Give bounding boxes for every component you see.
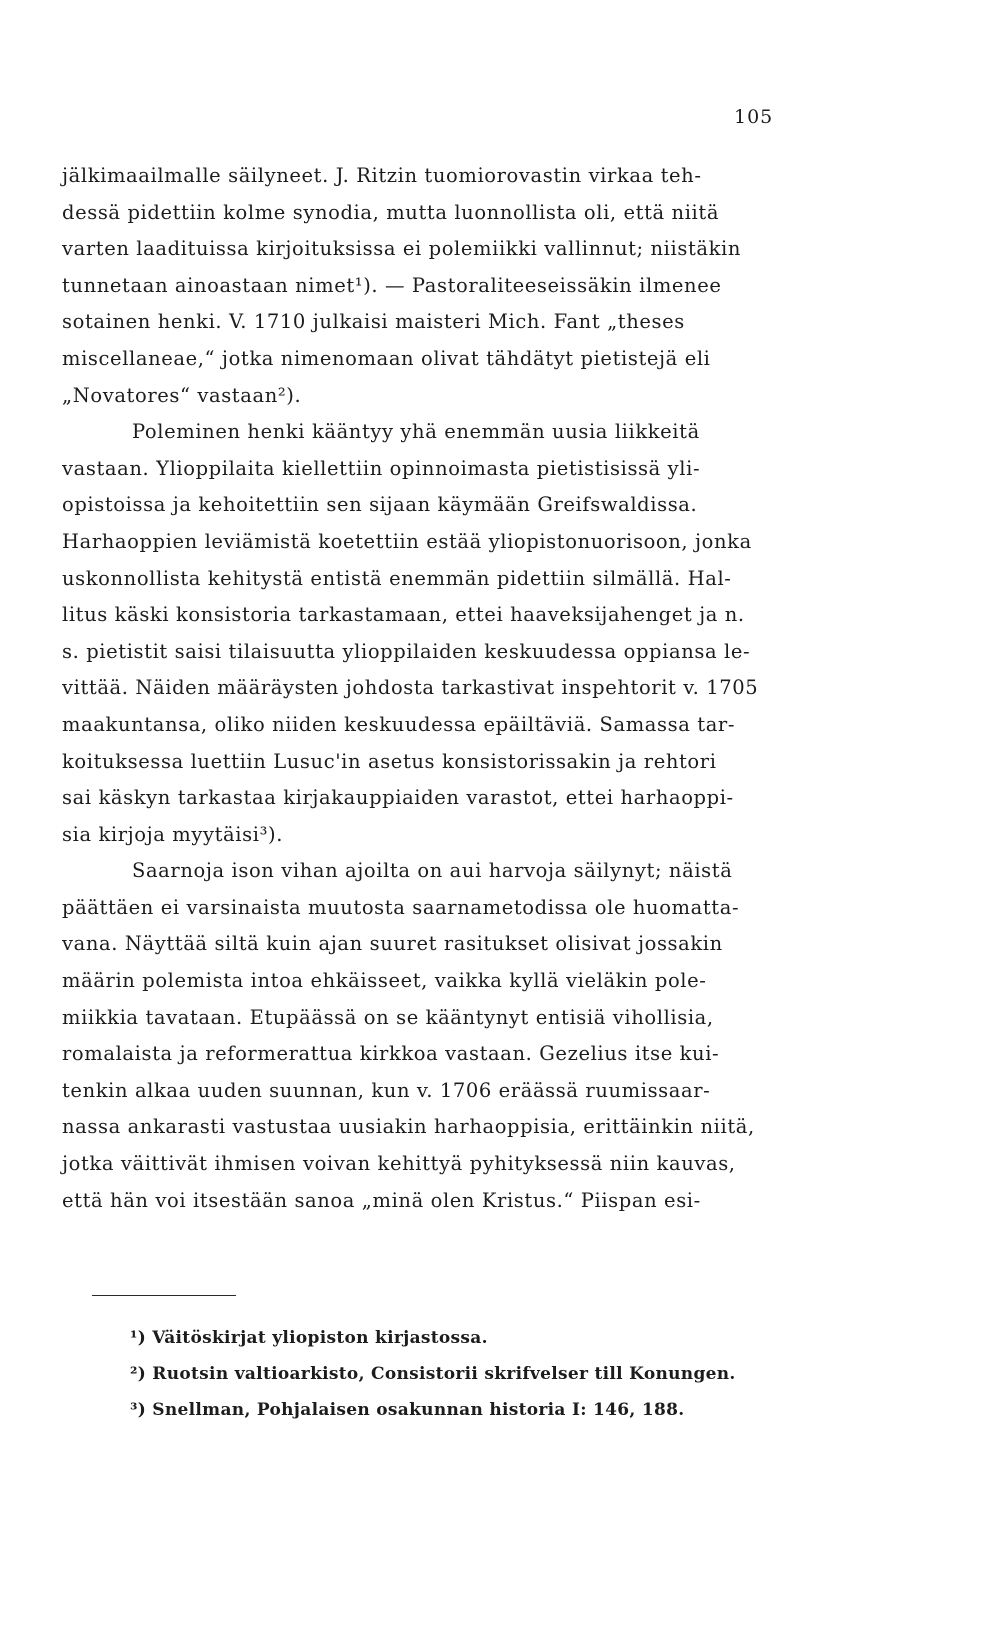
text-line: tenkin alkaa uuden suunnan, kun v. 1706 eräässä ruumissaar- <box>62 1078 711 1102</box>
text-line: dessä pidettiin kolme synodia, mutta luonnollista oli, että niitä <box>62 200 720 224</box>
text-line: Poleminen henki kääntyy yhä enemmän uusia liikkeitä <box>132 420 700 444</box>
text-line: tunnetaan ainoastaan nimet¹). — Pastoraliteeseissäkin ilmenee <box>62 273 722 297</box>
page-number: 105 <box>734 106 774 128</box>
text-line: vastaan. Ylioppilaita kiellettiin opinnoimasta pietistisissä yli- <box>62 456 701 480</box>
text-line: litus käski konsistoria tarkastamaan, ettei haaveksijahenget ja n. <box>62 603 745 627</box>
text-line: sia kirjoja myytäisi³). <box>62 822 283 846</box>
text-line: miikkia tavataan. Etupäässä on se kääntynyt entisiä vihollisia, <box>62 1005 714 1029</box>
text-line: nassa ankarasti vastustaa uusiakin harhaoppisia, erittäinkin niitä, <box>62 1115 755 1139</box>
text-line: vittää. Näiden määräysten johdosta tarkastivat inspehtorit v. 1705 <box>62 676 759 700</box>
footnote: ²) Ruotsin valtioarkisto, Consistorii skrifvelser till Konungen. <box>130 1364 736 1384</box>
text-line: opistoissa ja kehoitettiin sen sijaan käymään Greifswaldissa. <box>62 493 698 517</box>
text-line: Saarnoja ison vihan ajoilta on aui harvoja säilynyt; näistä <box>132 859 733 883</box>
text-line: määrin polemista intoa ehkäisseet, vaikka kyllä vieläkin pole- <box>62 969 707 993</box>
text-line: maakuntansa, oliko niiden keskuudessa epäiltäviä. Samassa tar- <box>62 712 736 736</box>
text-line: jälkimaailmalle säilyneet. J. Ritzin tuomiorovastin virkaa teh- <box>62 164 702 187</box>
text-line: sotainen henki. V. 1710 julkaisi maisteri Mich. Fant „theses <box>62 310 685 334</box>
text-line: vana. Näyttää siltä kuin ajan suuret rasitukset olisivat jossakin <box>62 932 723 956</box>
text-line: että hän voi itsestään sanoa „minä olen Kristus.“ Piispan esi- <box>62 1188 701 1212</box>
footnotes <box>130 1320 790 1428</box>
footnote-divider <box>92 1295 236 1296</box>
text-line: sai käskyn tarkastaa kirjakauppiaiden varastot, ettei harhaoppi- <box>62 786 734 810</box>
text-line: s. pietistit saisi tilaisuutta ylioppilaiden keskuudessa oppiansa le- <box>62 639 751 663</box>
text-line: Harhaoppien leviämistä koetettiin estää yliopistonuorisoon, jonka <box>62 529 752 553</box>
text-line: varten laadituissa kirjoituksissa ei polemiikki vallinnut; niistäkin <box>62 237 742 261</box>
footnote: ³) Snellman, Pohjalaisen osakunnan historia I: 146, 188. <box>130 1400 685 1420</box>
text-line: koituksessa luettiin Lusuc'in asetus konsistorissakin ja rehtori <box>62 749 717 773</box>
text-line: uskonnollista kehitystä entistä enemmän pidettiin silmällä. Hal- <box>62 566 732 590</box>
footnote: ¹) Väitöskirjat yliopiston kirjastossa. <box>130 1328 488 1348</box>
body-text <box>62 158 798 1219</box>
text-line: päättäen ei varsinaista muutosta saarnametodissa ole huomatta- <box>62 895 740 919</box>
text-line: jotka väittivät ihmisen voivan kehittyä pyhityksessä niin kauvas, <box>62 1152 736 1176</box>
text-line: miscellaneae,“ jotka nimenomaan olivat tähdätyt pietistejä eli <box>62 346 711 370</box>
text-line: romalaista ja reformerattua kirkkoa vastaan. Gezelius itse kui- <box>62 1042 720 1066</box>
text-line: „Novatores“ vastaan²). <box>62 383 302 407</box>
